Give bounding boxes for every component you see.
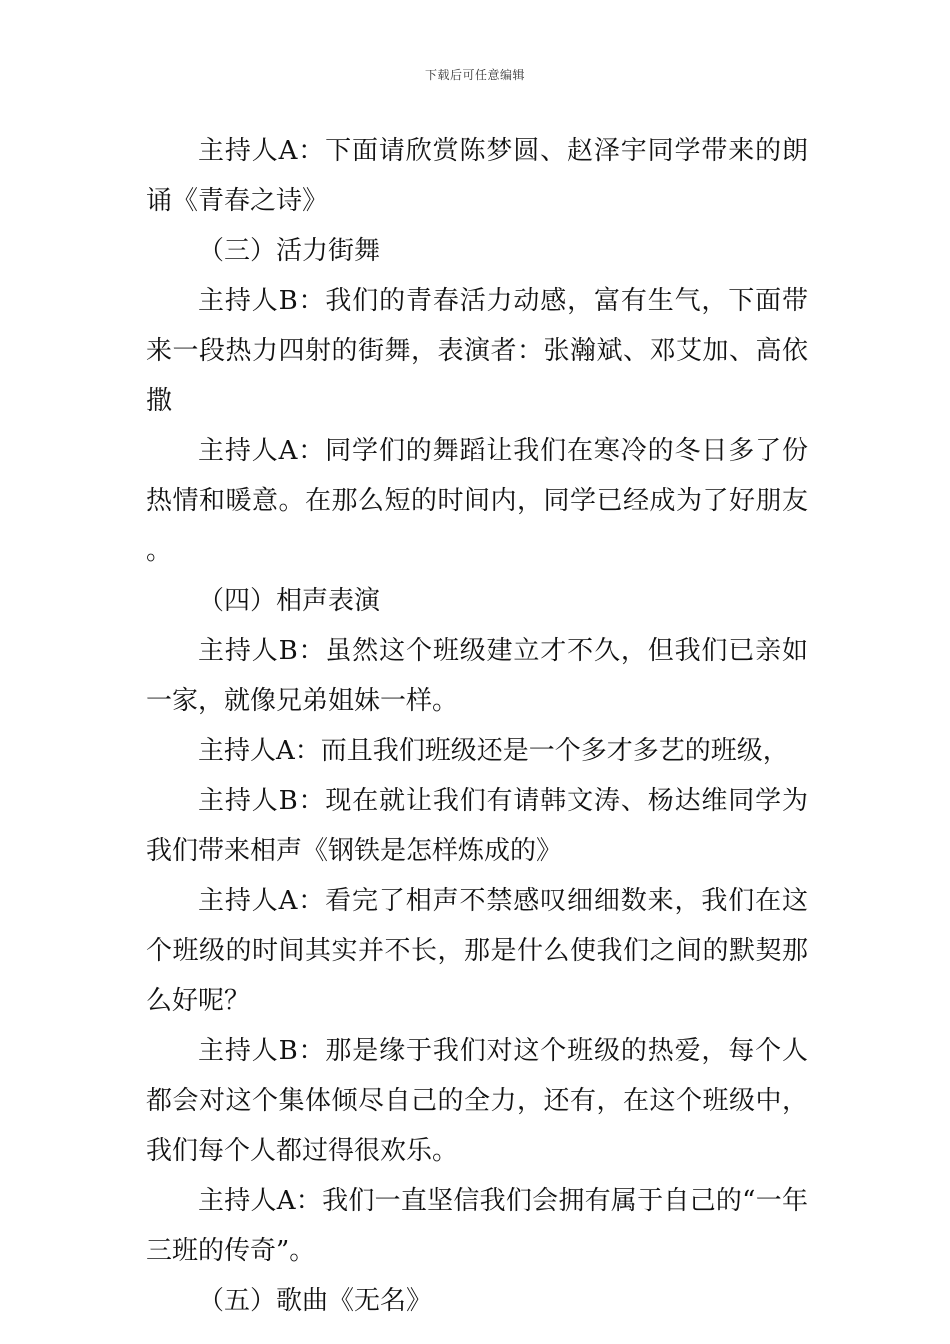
paragraph-host-b-street-dance: 主持人B：我们的青春活力动感，富有生气，下面带来一段热力四射的街舞，表演者：张瀚斌、邓艾加、高依撒 [146,286,808,416]
paragraph-host-a-recitation: 主持人A：下面请欣赏陈梦圆、赵泽宇同学带来的朗诵《青春之诗》 [146,136,808,216]
paragraph-host-a-after-crosstalk: 主持人A：看完了相声不禁感叹细细数来，我们在这个班级的时间其实并不长，那是什么使我们之间的默契那么好呢？ [146,886,808,1016]
section-heading-street-dance: （三）活力街舞 [198,236,381,266]
page-header: 下载后可任意编辑 [424,68,525,82]
paragraph-host-a-dance-comment: 主持人A：同学们的舞蹈让我们在寒冷的冬日多了份热情和暖意。在那么短的时间内，同学已经成为了好朋友。 [146,436,808,566]
section-heading-crosstalk: （四）相声表演 [198,586,381,616]
paragraph-host-b-family: 主持人B：虽然这个班级建立才不久，但我们已亲如一家，就像兄弟姐妹一样。 [146,636,808,716]
document-body [146,126,808,1326]
section-heading-song: （五）歌曲《无名》 [198,1286,433,1316]
paragraph-host-a-legend: 主持人A：我们一直坚信我们会拥有属于自己的“一年三班的传奇”。 [146,1186,808,1266]
paragraph-host-b-love-class: 主持人B：那是缘于我们对这个班级的热爱，每个人都会对这个集体倾尽自己的全力，还有，在这个班级中，我们每个人都过得很欢乐。 [146,1036,808,1166]
paragraph-host-b-crosstalk-intro: 主持人B：现在就让我们有请韩文涛、杨达维同学为我们带来相声《钢铁是怎样炼成的》 [146,786,808,866]
paragraph-host-a-talented: 主持人A：而且我们班级还是一个多才多艺的班级， [198,736,789,766]
